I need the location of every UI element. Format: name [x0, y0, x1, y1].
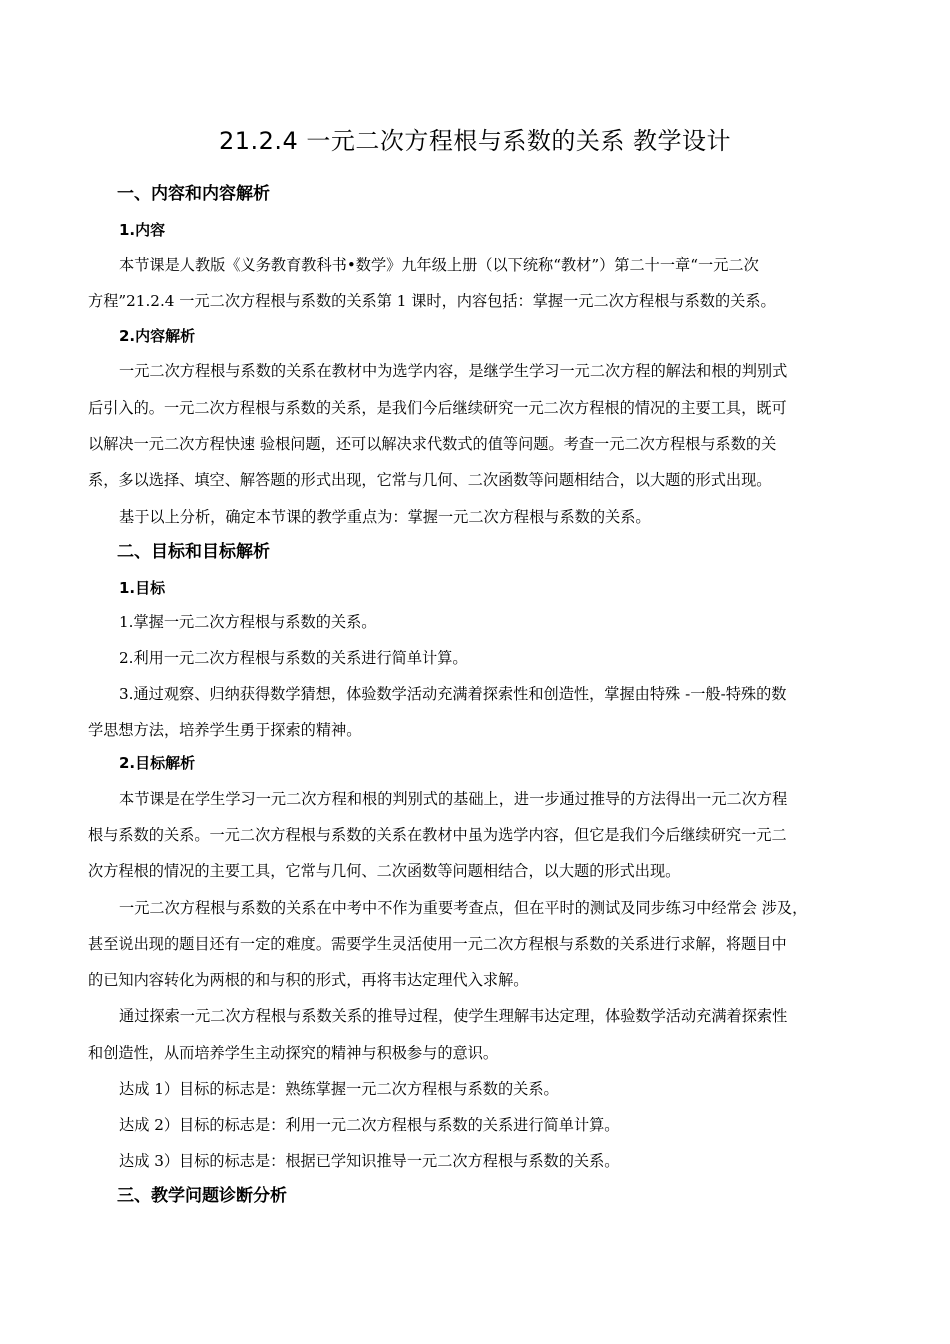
paragraph-line: 根与系数的关系。一元二次方程根与系数的关系在教材中虽为选学内容，但它是我们今后继续研究一元二: [88, 826, 787, 844]
subheading-content-analysis: 2.内容解析: [119, 327, 196, 345]
paragraph-line: 以解决一元二次方程快速 验根问题，还可以解决求代数式的值等问题。考查一元二次方程根与系数的关: [88, 435, 777, 453]
paragraph-line: 后引入的。一元二次方程根与系数的关系，是我们今后继续研究一元二次方程根的情况的主要工具，既可: [88, 399, 787, 417]
goal-item: 3.通过观察、归纳获得数学猜想，体验数学活动充满着探索性和创造性，掌握由特殊 -一般-特殊的数: [119, 685, 787, 703]
goal-achievement-2: 达成 2）目标的标志是：利用一元二次方程根与系数的关系进行简单计算。: [119, 1116, 620, 1134]
subheading-goals: 1.目标: [119, 579, 166, 597]
paragraph-line: 基于以上分析，确定本节课的教学重点为：掌握一元二次方程根与系数的关系。: [119, 508, 651, 526]
paragraph-line: 一元二次方程根与系数的关系在中考中不作为重要考查点，但在平时的测试及同步练习中经常会 涉及，: [119, 899, 808, 917]
section-heading-goals: 二、目标和目标解析: [117, 542, 270, 562]
paragraph-line: 次方程根的情况的主要工具，它常与几何、二次函数等问题相结合，以大题的形式出现。: [88, 862, 681, 880]
paragraph-line: 的已知内容转化为两根的和与积的形式，再将韦达定理代入求解。: [88, 971, 529, 989]
paragraph-line: 本节课是人教版《义务教育教科书•数学》九年级上册（以下统称“教材”）第二十一章“一元二次: [119, 256, 759, 274]
section-heading-content: 一、内容和内容解析: [117, 184, 270, 204]
subheading-content: 1.内容: [119, 221, 166, 239]
goal-item: 1.掌握一元二次方程根与系数的关系。: [119, 613, 377, 631]
paragraph-line: 通过探索一元二次方程根与系数关系的推导过程，使学生理解韦达定理，体验数学活动充满着探索性: [119, 1007, 788, 1025]
paragraph-line: 一元二次方程根与系数的关系在教材中为选学内容，是继学生学习一元二次方程的解法和根的判别式: [119, 362, 788, 380]
paragraph-line: 和创造性，从而培养学生主动探究的精神与积极参与的意识。: [88, 1044, 499, 1062]
paragraph-line: 本节课是在学生学习一元二次方程和根的判别式的基础上，进一步通过推导的方法得出一元二次方程: [119, 790, 788, 808]
paragraph-line: 甚至说出现的题目还有一定的难度。需要学生灵活使用一元二次方程根与系数的关系进行求解，将题目中: [88, 935, 787, 953]
goal-item-continued: 学思想方法，培养学生勇于探索的精神。: [88, 721, 362, 739]
subheading-goals-analysis: 2.目标解析: [119, 754, 196, 772]
section-heading-diagnosis: 三、教学问题诊断分析: [117, 1186, 287, 1206]
paragraph-line: 方程”21.2.4 一元二次方程根与系数的关系第 1 课时，内容包括：掌握一元二次方程根与系数的关系。: [88, 292, 776, 310]
paragraph-line: 系，多以选择、填空、解答题的形式出现，它常与几何、二次函数等问题相结合，以大题的形式出现。: [88, 471, 772, 489]
goal-item: 2.利用一元二次方程根与系数的关系进行简单计算。: [119, 649, 468, 667]
document-title: 21.2.4 一元二次方程根与系数的关系 教学设计: [218, 127, 732, 155]
goal-achievement-1: 达成 1）目标的标志是：熟练掌握一元二次方程根与系数的关系。: [119, 1080, 559, 1098]
goal-achievement-3: 达成 3）目标的标志是：根据已学知识推导一元二次方程根与系数的关系。: [119, 1152, 620, 1170]
